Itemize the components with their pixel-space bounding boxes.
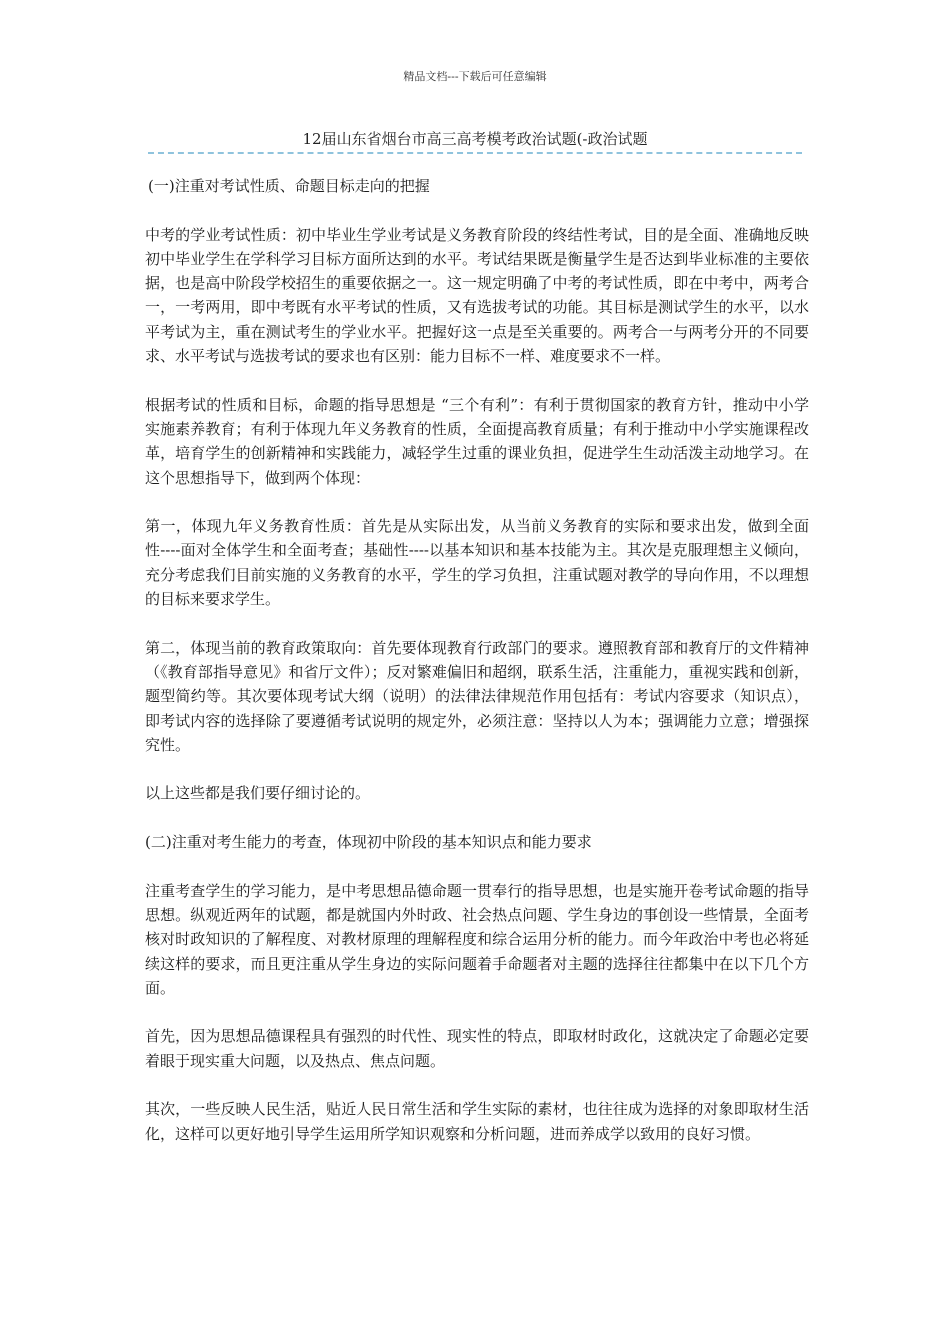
document-body xyxy=(145,174,809,1170)
title-divider xyxy=(148,152,802,154)
header-note: 精品文档---下载后可任意编辑 xyxy=(403,70,547,83)
section-heading-1: (一)注重对考试性质、命题目标走向的把握 xyxy=(148,177,430,195)
section-heading-2: (二)注重对考生能力的考查，体现初中阶段的基本知识点和能力要求 xyxy=(145,833,592,852)
paragraph: 其次，一些反映人民生活，贴近人民日常生活和学生实际的素材，也往往成为选择的对象即取材生活化，这样可以更好地引导学生运用所学知识观察和分析问题，进而养成学以致用的良好习惯。 xyxy=(145,1100,809,1143)
paragraph: 以上这些都是我们要仔细讨论的。 xyxy=(145,784,371,803)
paragraph: 根据考试的性质和目标，命题的指导思想是 “三个有利”：有利于贯彻国家的教育方针，推动中小学实施素养教育；有利于体现九年义务教育的性质，全面提高教育质量；有利于推动中小学实施课程改革，培育学生的创新精神和实践能力，减轻学生过重的课业负担，促进学生生动活泼主动地学习。在这个思想指导下，做到两个体现： xyxy=(145,395,809,487)
paragraph: 注重考查学生的学习能力，是中考思想品德命题一贯奉行的指导思想，也是实施开卷考试命题的指导思想。纵观近两年的试题，都是就国内外时政、社会热点问题、学生身边的事创设一些情景，全面考核对时政知识的了解程度、对教材原理的理解程度和综合运用分析的能力。而今年政治中考也必将延续这样的要求，而且更注重从学生身边的实际问题着手命题者对主题的选择往往都集中在以下几个方面。 xyxy=(145,881,809,997)
paragraph: 第一，体现九年义务教育性质：首先是从实际出发，从当前义务教育的实际和要求出发，做到全面性----面对全体学生和全面考查；基础性----以基本知识和基本技能为主。其次是克服理想主义倾向，充分考虑我们目前实施的义务教育的水平，学生的学习负担，注重试题对教学的导向作用，不以理想的目标来要求学生。 xyxy=(145,517,809,609)
document-title: 12届山东省烟台市高三高考模考政治试题(-政治试题 xyxy=(302,130,648,148)
paragraph: 首先，因为思想品德课程具有强烈的时代性、现实性的特点，即取材时政化，这就决定了命题必定要着眼于现实重大问题，以及热点、焦点问题。 xyxy=(145,1027,809,1070)
paragraph: 中考的学业考试性质：初中毕业生学业考试是义务教育阶段的终结性考试，目的是全面、准确地反映初中毕业学生在学科学习目标方面所达到的水平。考试结果既是衡量学生是否达到毕业标准的主要依据，也是高中阶段学校招生的重要依据之一。这一规定明确了中考的考试性质，即在中考中，两考合一，一考两用，即中考既有水平考试的性质，又有选拔考试的功能。其目标是测试学生的水平，以水平考试为主，重在测试考生的学业水平。把握好这一点是至关重要的。两考合一与两考分开的不同要求、水平考试与选拔考试的要求也有区别：能力目标不一样、难度要求不一样。 xyxy=(145,225,809,366)
paragraph: 第二，体现当前的教育政策取向：首先要体现教育行政部门的要求。遵照教育部和教育厅的文件精神（《教育部指导意见》和省厅文件）；反对繁难偏旧和超纲，联系生活，注重能力，重视实践和创新，题型简约等。其次要体现考试大纲（说明）的法律法律规范作用包括有：考试内容要求（知识点），即考试内容的选择除了要遵循考试说明的规定外，必须注意：坚持以人为本；强调能力立意；增强探究性。 xyxy=(145,638,809,754)
